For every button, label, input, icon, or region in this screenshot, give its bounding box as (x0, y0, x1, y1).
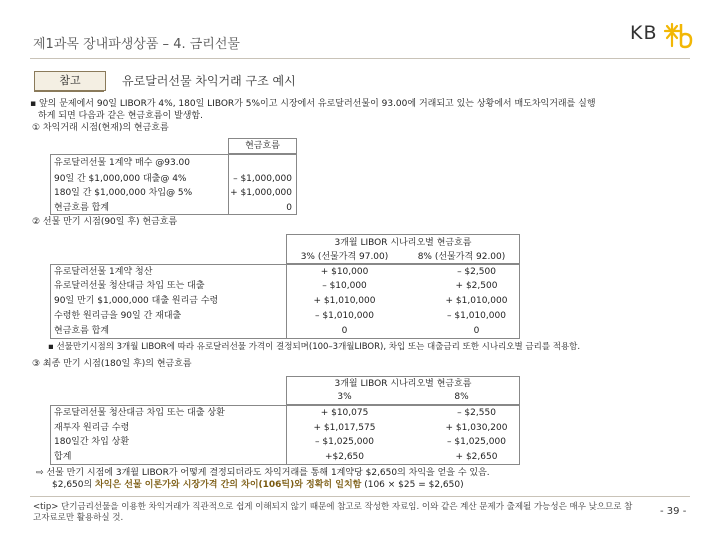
table3-row-value: – $2,550 (457, 408, 496, 418)
table2-row-label: 유로달러선물 1계약 청산 (54, 267, 153, 277)
table3-row-value: + $1,017,575 (313, 423, 376, 433)
footer-tip: <tip> 단기금리선물을 이용한 차익거래가 직관적으로 쉽게 이해되지 않기 때문에 참고로 작성한 자료임. 이와 같은 계산 문제가 출제될 가능성은 매우 낮으므로 참고자료로만 활용하실 것. (33, 502, 633, 523)
table2-col-header-2: 8% (선물가격 92.00) (417, 252, 506, 262)
table3-row-label: 180일간 차입 상환 (54, 437, 130, 447)
table1-row-value: – $1,000,000 (233, 174, 292, 184)
conclusion-suffix: (106 × $25 = $2,650) (361, 480, 464, 490)
table2-row-value: – $1,010,000 (315, 311, 374, 321)
table3-row-value: + $10,075 (320, 408, 369, 418)
step-3-heading: ③ 최종 만기 시점(180일 후)의 현금흐름 (32, 359, 192, 369)
reference-tag: 참고 (34, 71, 106, 91)
header-divider (30, 58, 690, 59)
table2-row-value: – $1,010,000 (447, 311, 506, 321)
table1-row-label: 현금흐름 합계 (54, 203, 110, 213)
intro-line-2: 하게 되면 다음과 같은 현금흐름이 발생함. (38, 111, 203, 121)
table3-row-value: – $1,025,000 (315, 437, 374, 447)
table1-header: 현금흐름 (245, 141, 280, 151)
table2-row-value: + $1,010,000 (445, 296, 508, 306)
table2-row-label: 현금흐름 합계 (54, 326, 110, 336)
kb-logo-text: KB (630, 22, 658, 44)
conclusion-line-2 (52, 480, 464, 491)
page-header-title: 제1과목 장내파생상품 – 4. 금리선물 (33, 37, 240, 52)
reference-tag-underline (34, 90, 104, 92)
table3-row-value: +$2,650 (324, 452, 365, 462)
section-title: 유로달러선물 차익거래 구조 예시 (122, 74, 296, 88)
kb-star-logo-icon (662, 18, 694, 50)
table3-col-header-2: 8% (454, 392, 469, 402)
table2-row-label: 유로달러선물 청산대금 차입 또는 대출 (54, 281, 205, 291)
conclusion-highlight: 차익은 선물 이론가와 시장가격 간의 차이(106틱)와 정확히 일치함 (95, 480, 362, 490)
step-1-heading: ① 차익거래 시점(현재)의 현금흐름 (32, 123, 169, 133)
table2-col-header-1: 3% (선물가격 97.00) (300, 252, 389, 262)
table2-header: 3개월 LIBOR 시나리오별 현금흐름 (334, 238, 472, 248)
table3-row-value: + $2,650 (455, 452, 498, 462)
table2-row-label: 90일 만기 $1,000,000 대출 원리금 수령 (54, 296, 219, 306)
table3-row-label: 합계 (54, 452, 72, 462)
table2-row-value: 0 (341, 326, 348, 336)
table1-row-label: 유로달러선물 1계약 매수 @93.00 (54, 158, 191, 168)
table2-row-value: 0 (473, 326, 480, 336)
table1-row-value: 0 (286, 203, 292, 213)
table2-row-value: – $10,000 (322, 281, 367, 291)
table2-row-value: + $2,500 (455, 281, 498, 291)
table3-col-header-1: 3% (337, 392, 352, 402)
table2-row-value: – $2,500 (457, 267, 496, 277)
table3-row-label: 재투자 원리금 수령 (54, 423, 130, 433)
table2-note: ▪ 선물만기시점의 3개월 LIBOR에 따라 유로달러선물 가격이 결정되며(100–3개월LIBOR), 차입 또는 대출금리 또한 시나리오별 금리를 적용함. (48, 342, 581, 352)
table1-row-label: 90일 간 $1,000,000 대출@ 4% (54, 174, 187, 184)
table2-row-value: + $1,010,000 (313, 296, 376, 306)
table1-row-label: 180일 간 $1,000,000 차입@ 5% (54, 188, 193, 198)
footer-divider (30, 496, 690, 497)
table3-row-value: + $1,030,200 (445, 423, 508, 433)
table2-row-label: 수령한 원리금을 90일 간 재대출 (54, 311, 182, 321)
table1-row-value: + $1,000,000 (230, 188, 292, 198)
intro-line-1: ▪ 앞의 문제에서 90일 LIBOR가 4%, 180일 LIBOR가 5%이고 시장에서 유로달러선물이 93.00에 거래되고 있는 상황에서 매도차익거래를 실행 (30, 99, 596, 109)
page-number: - 39 - (660, 506, 687, 517)
table2-row-value: + $10,000 (320, 267, 369, 277)
table3-header: 3개월 LIBOR 시나리오별 현금흐름 (334, 379, 472, 389)
conclusion-line-1: ⇨ 선물 만기 시점에 3개월 LIBOR가 어떻게 결정되더라도 차익거래를 통해 1계약당 $2,650의 차익을 얻을 수 있음. (36, 468, 490, 478)
step-2-heading: ② 선물 만기 시점(90일 후) 현금흐름 (32, 217, 178, 227)
table3-row-value: – $1,025,000 (447, 437, 506, 447)
conclusion-prefix: $2,650의 (52, 480, 96, 490)
table3-row-label: 유로달러선물 청산대금 차입 또는 대출 상환 (54, 408, 225, 418)
